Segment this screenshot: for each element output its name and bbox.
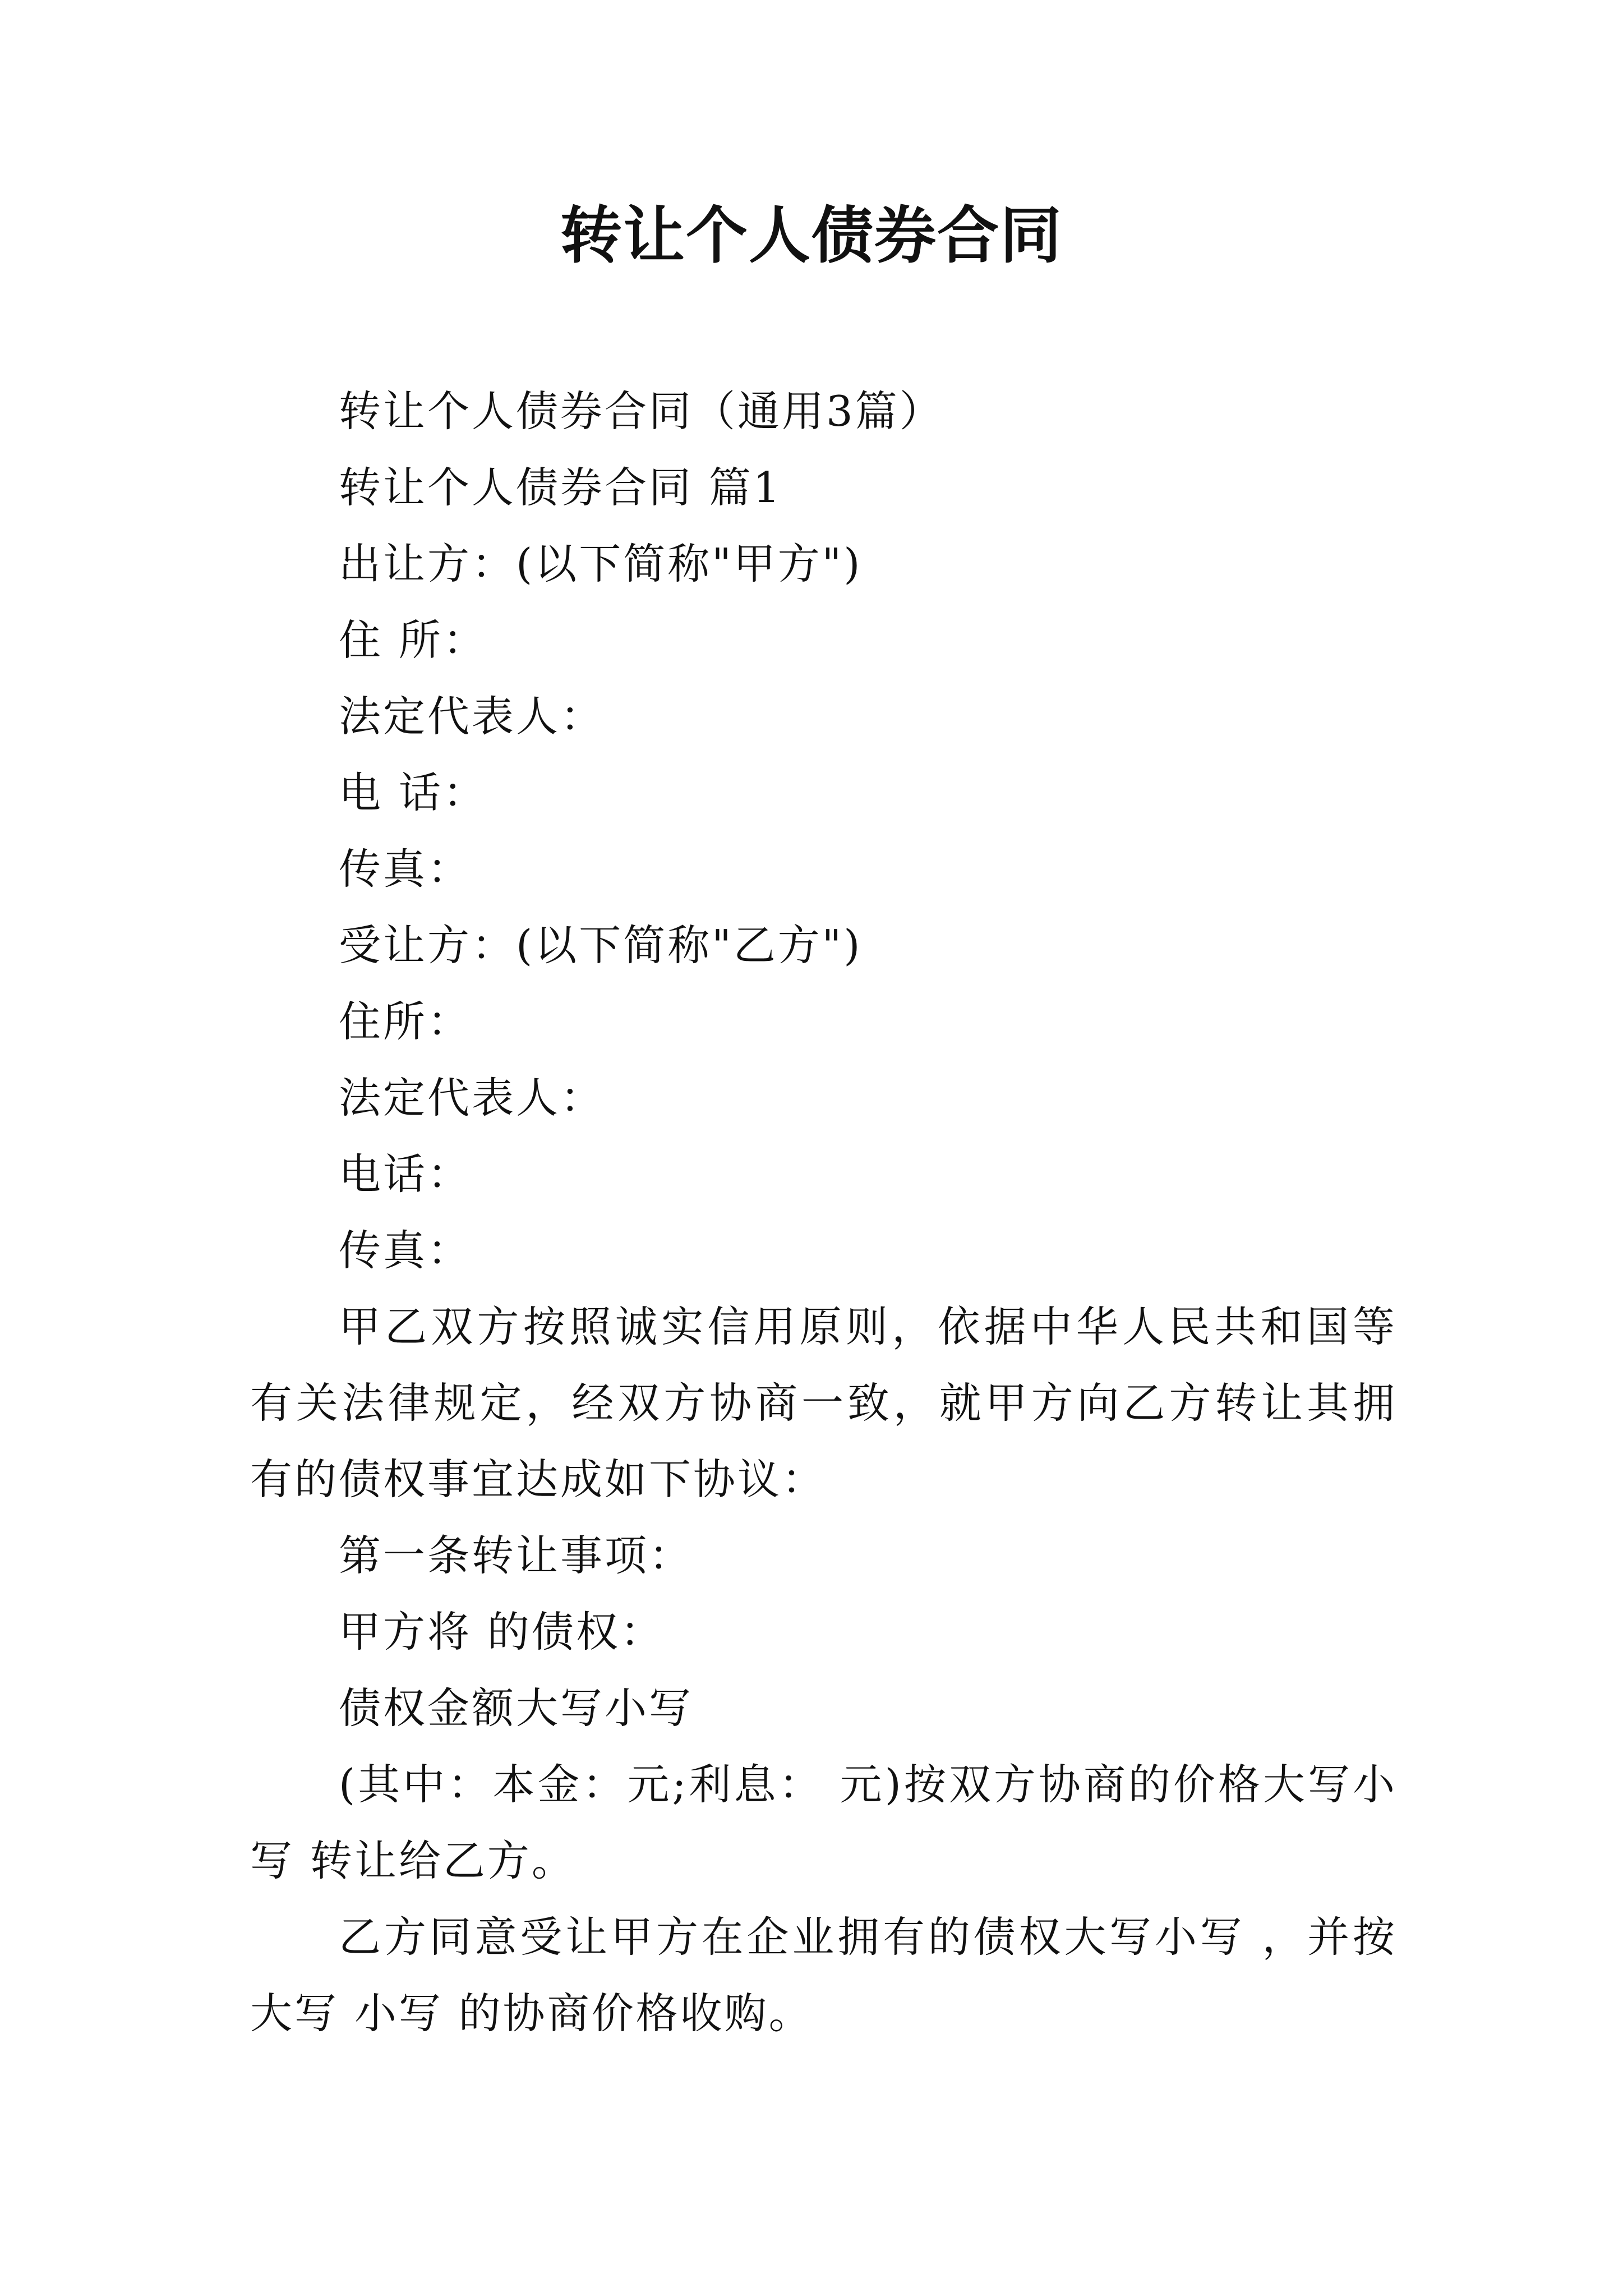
- article-1-paragraph-1: (其中：本金：元;利息： 元)按双方协商的价格大写小写 转让给乙方。: [250, 1760, 1397, 1885]
- article-1-heading: 第一条转让事项：: [339, 1531, 694, 1580]
- transferee-legal-rep: 法定代表人：: [339, 1073, 605, 1122]
- subtitle-line: 转让个人债券合同（通用3篇）: [339, 386, 944, 436]
- document-title: 转让个人债券合同: [560, 199, 1063, 272]
- transferee-phone: 电话：: [339, 1149, 472, 1199]
- transferor-address: 住 所：: [339, 615, 487, 665]
- document-body: [250, 373, 1397, 2051]
- article-1-paragraph-2: 乙方同意受让甲方在企业拥有的债权大写小写 ，并按大写 小写 的协商价格收购。: [250, 1912, 1397, 2038]
- section-heading: 转让个人债券合同 篇1: [339, 463, 782, 512]
- transferee-address: 住所：: [339, 997, 472, 1046]
- intro-paragraph: 甲乙双方按照诚实信用原则，依据中华人民共和国等有关法律规定，经双方协商一致，就甲方向乙方转让其拥有的债权事宜达成如下协议：: [250, 1302, 1397, 1504]
- transferee-line: 受让方：(以下简称"乙方"): [339, 921, 863, 970]
- transferor-fax: 传真：: [339, 844, 472, 894]
- article-1-line-2: 债权金额大写小写: [339, 1683, 694, 1733]
- transferor-phone: 电 话：: [339, 768, 487, 817]
- transferor-legal-rep: 法定代表人：: [339, 692, 605, 741]
- transferee-fax: 传真：: [339, 1226, 472, 1275]
- article-1-line-1: 甲方将 的债权：: [339, 1607, 665, 1657]
- transferor-line: 出让方：(以下简称"甲方"): [339, 539, 863, 588]
